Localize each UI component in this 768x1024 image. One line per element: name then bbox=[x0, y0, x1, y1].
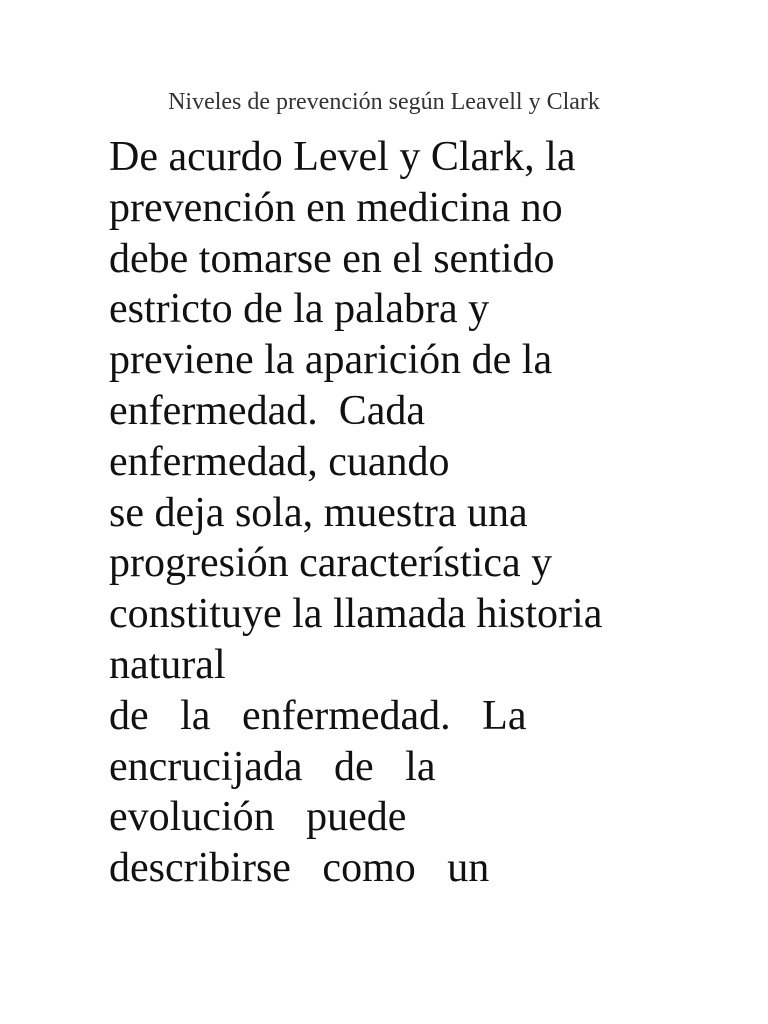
body-line: previene la aparición de la bbox=[109, 337, 553, 384]
body-line: describirse como un bbox=[109, 845, 490, 892]
document-title: Niveles de prevención según Leavell y Clark bbox=[168, 89, 600, 115]
body-line: De acurdo Level y Clark, la bbox=[109, 134, 576, 180]
body-line: enfermedad, cuando bbox=[109, 438, 450, 485]
body-line: progresión característica y bbox=[109, 540, 553, 587]
body-line: de la enfermedad. La bbox=[109, 692, 527, 739]
body-line: prevención en medicina no bbox=[109, 184, 563, 231]
body-line: debe tomarse en el sentido bbox=[109, 235, 555, 282]
body-line: enfermedad. Cada bbox=[109, 387, 426, 434]
document-body bbox=[109, 132, 749, 894]
body-line: constituye la llamada historia bbox=[109, 591, 603, 638]
body-line: estricto de la palabra y bbox=[109, 286, 490, 333]
body-line: se deja sola, muestra una bbox=[109, 489, 528, 536]
body-line: natural bbox=[109, 641, 226, 688]
body-line: encrucijada de la bbox=[109, 743, 436, 790]
body-line: evolución puede bbox=[109, 794, 407, 841]
